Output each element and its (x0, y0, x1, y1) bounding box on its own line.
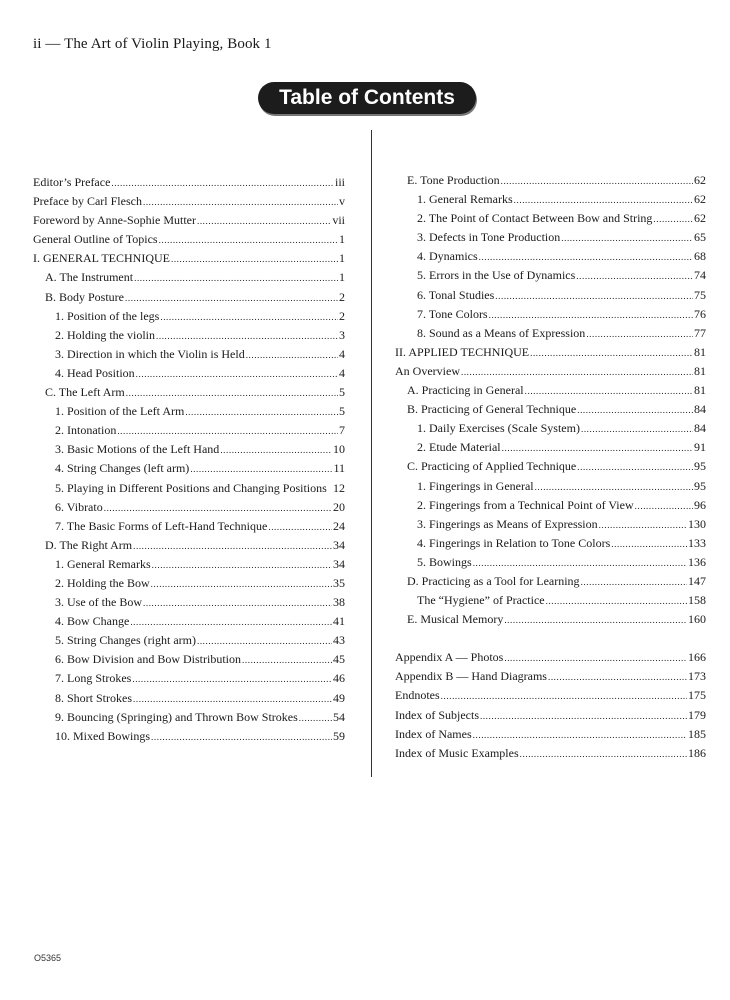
toc-right-column (395, 173, 706, 765)
toc-entry-page: 160 (688, 612, 706, 627)
toc-entry[interactable] (395, 669, 706, 688)
toc-entry-page: 74 (694, 268, 706, 283)
dot-leader (576, 271, 693, 281)
toc-entry-title: Editor’s Preface (33, 175, 111, 189)
toc-entry[interactable] (395, 612, 706, 631)
toc-entry-title: 3. Basic Motions of the Left Hand (55, 442, 220, 457)
toc-entry[interactable] (33, 423, 345, 442)
dot-leader (635, 501, 693, 511)
toc-entry-title: Index of Music Examples (395, 745, 519, 760)
toc-entry-title: 3. Defects in Tone Production (417, 230, 561, 245)
toc-entry-page: 5 (339, 385, 345, 400)
toc-entry-page: 175 (688, 688, 706, 703)
toc-entry[interactable] (33, 328, 345, 347)
toc-entry[interactable] (395, 307, 706, 326)
toc-entry[interactable] (33, 461, 345, 480)
toc-entry[interactable] (395, 383, 706, 402)
toc-entry-title: B. Practicing of General Technique (407, 402, 577, 417)
toc-entry-page: 133 (688, 535, 706, 550)
toc-entry[interactable] (395, 268, 706, 287)
dot-leader (479, 252, 693, 262)
toc-entry[interactable] (395, 459, 706, 478)
toc-entry[interactable] (33, 347, 345, 366)
dot-leader (268, 522, 332, 532)
dot-leader (132, 674, 332, 684)
toc-entry-title: 3. Fingerings as Means of Expression (417, 516, 598, 531)
toc-entry-title: 1. Daily Exercises (Scale System) (417, 421, 580, 436)
toc-entry-page: 1 (339, 232, 345, 247)
toc-entry[interactable] (33, 270, 345, 289)
dot-leader (190, 464, 332, 474)
toc-entry-page: 185 (688, 726, 706, 741)
dot-leader (143, 197, 338, 207)
toc-entry-page: 34 (333, 556, 345, 571)
dot-leader (151, 732, 332, 742)
toc-entry-title: 2. Holding the Bow (55, 575, 150, 590)
toc-entry-title: 2. Fingerings from a Technical Point of View (417, 497, 634, 512)
toc-entry-page: 81 (694, 383, 706, 398)
toc-entry-title: 3. Direction in which the Violin is Held (55, 346, 245, 361)
toc-entry-page: 43 (333, 633, 345, 648)
dot-leader (480, 711, 687, 721)
toc-entry-page: 65 (694, 230, 706, 245)
toc-entry[interactable] (33, 442, 345, 461)
toc-entry-title: 4. Head Position (55, 365, 135, 380)
toc-entry-title: D. Practicing as a Tool for Learning (407, 573, 580, 588)
toc-entry-page: 76 (694, 306, 706, 321)
toc-entry-page: 1 (339, 251, 345, 266)
toc-entry-title: Index of Names (395, 726, 472, 741)
dot-leader (520, 749, 687, 759)
dot-leader (143, 598, 332, 608)
toc-entry-title: 2. Intonation (55, 423, 117, 438)
toc-entry-page: 20 (333, 499, 345, 514)
toc-entry-page: 81 (694, 363, 706, 378)
toc-entry[interactable] (33, 710, 345, 729)
dot-leader (525, 386, 693, 396)
toc-entry-page: 68 (694, 249, 706, 264)
dot-leader (136, 369, 338, 379)
toc-left-column (33, 175, 345, 748)
toc-entry-title: 4. Dynamics (417, 249, 478, 264)
toc-entry[interactable] (395, 345, 706, 364)
toc-entry-title: 4. String Changes (left arm) (55, 461, 190, 476)
toc-entry-title: 1. Fingerings in General (417, 478, 534, 493)
toc-entry[interactable] (33, 385, 345, 404)
toc-entry-title: 1. General Remarks (417, 192, 513, 207)
toc-entry-title: 5. String Changes (right arm) (55, 633, 196, 648)
page-title: Table of Contents (258, 82, 476, 114)
toc-entry[interactable] (33, 614, 345, 633)
toc-entry-title: 5. Playing in Different Positions and Changing Positions (55, 480, 327, 495)
dot-leader (171, 254, 338, 264)
toc-entry-page: 4 (339, 346, 345, 361)
dot-leader (246, 350, 338, 360)
toc-entry-title: 6. Tonal Studies (417, 287, 495, 302)
toc-entry[interactable] (395, 364, 706, 383)
toc-entry-title: 2. Etude Material (417, 440, 501, 455)
toc-entry-page: 45 (333, 652, 345, 667)
dot-leader (160, 312, 338, 322)
dot-leader (581, 424, 693, 434)
toc-entry-page: 5 (339, 404, 345, 419)
toc-entry[interactable] (395, 326, 706, 345)
dot-leader (299, 713, 332, 723)
toc-entry-page: 62 (694, 211, 706, 226)
dot-leader (548, 672, 687, 682)
toc-entry-page: v (339, 194, 345, 209)
dot-leader (104, 503, 332, 513)
toc-entry[interactable] (395, 555, 706, 574)
toc-entry-page: 49 (333, 690, 345, 705)
dot-leader (220, 445, 332, 455)
toc-entry-title: 2. Holding the violin (55, 327, 155, 342)
toc-entry-title: 7. The Basic Forms of Left-Hand Technique (55, 518, 268, 533)
dot-leader (441, 691, 687, 701)
toc-entry-page: 7 (339, 423, 345, 438)
toc-entry-page: 95 (694, 478, 706, 493)
toc-entry-page: 166 (688, 650, 706, 665)
toc-entry-page: 95 (694, 459, 706, 474)
toc-entry[interactable] (33, 633, 345, 652)
toc-entry-page: 179 (688, 707, 706, 722)
dot-leader (530, 348, 693, 358)
toc-entry-title: Foreword by Anne-Sophie Mutter (33, 213, 196, 228)
toc-entry-title: 4. Fingerings in Relation to Tone Colors (417, 535, 611, 550)
toc-entry-title: C. The Left Arm (45, 385, 125, 400)
dot-leader (611, 539, 687, 549)
toc-entry-page: 46 (333, 671, 345, 686)
dot-leader (156, 331, 338, 341)
toc-entry-title: 7. Long Strokes (55, 671, 132, 686)
dot-leader (581, 577, 687, 587)
toc-entry[interactable] (33, 557, 345, 576)
toc-entry-title: 8. Sound as a Means of Expression (417, 325, 586, 340)
column-divider (371, 130, 372, 777)
toc-entry[interactable] (395, 288, 706, 307)
toc-entry-page: 96 (694, 497, 706, 512)
toc-entry-title: Appendix B — Hand Diagrams (395, 669, 547, 684)
toc-entry[interactable] (33, 671, 345, 690)
toc-entry-page: 11 (333, 461, 345, 476)
toc-entry-page: 62 (694, 192, 706, 207)
dot-leader (242, 655, 332, 665)
dot-leader (577, 462, 693, 472)
toc-entry-title: 9. Bouncing (Springing) and Thrown Bow Strokes (55, 709, 298, 724)
toc-entry-page: 91 (694, 440, 706, 455)
toc-entry[interactable] (395, 498, 706, 517)
toc-entry[interactable] (33, 500, 345, 519)
toc-entry-title: 1. Position of the Left Arm (55, 404, 185, 419)
toc-entry-title: 6. Bow Division and Bow Distribution (55, 652, 242, 667)
toc-entry-title: I. GENERAL TECHNIQUE (33, 251, 170, 266)
dot-leader (185, 407, 338, 417)
toc-entry-title: General Outline of Topics (33, 232, 158, 247)
toc-entry-page: 2 (339, 308, 345, 323)
dot-leader (502, 443, 693, 453)
toc-entry-page: 34 (333, 537, 345, 552)
toc-entry-page: 84 (694, 402, 706, 417)
dot-leader (130, 617, 332, 627)
toc-entry-page: 10 (333, 442, 345, 457)
toc-entry[interactable] (395, 536, 706, 555)
toc-entry-page: 62 (694, 173, 706, 187)
toc-entry[interactable] (395, 440, 706, 459)
dot-leader (504, 615, 687, 625)
toc-entry-page: 24 (333, 518, 345, 533)
toc-entry[interactable] (33, 691, 345, 710)
toc-entry-page: 130 (688, 516, 706, 531)
dot-leader (514, 195, 693, 205)
toc-entry-page: 59 (333, 728, 345, 743)
toc-entry-title: D. The Right Arm (45, 537, 133, 552)
toc-entry[interactable] (33, 481, 345, 500)
toc-entry-page: 147 (688, 573, 706, 588)
toc-entry[interactable] (33, 213, 345, 232)
toc-entry-page: 38 (333, 595, 345, 610)
toc-entry-title: 2. The Point of Contact Between Bow and String (417, 211, 653, 226)
toc-entry[interactable] (33, 194, 345, 213)
toc-entry-page: 4 (339, 365, 345, 380)
toc-entry[interactable] (395, 192, 706, 211)
toc-entry[interactable] (395, 479, 706, 498)
toc-entry-title: 4. Bow Change (55, 614, 130, 629)
dot-leader (159, 235, 338, 245)
toc-entry[interactable] (395, 688, 706, 707)
dot-leader (151, 579, 332, 589)
dot-leader (125, 293, 338, 303)
toc-entry-page: 77 (694, 325, 706, 340)
toc-entry-page: 3 (339, 327, 345, 342)
toc-entry[interactable] (395, 230, 706, 249)
dot-leader (134, 273, 338, 283)
toc-entry-page: 173 (688, 669, 706, 684)
toc-entry-page: 54 (333, 709, 345, 724)
toc-entry-page: 2 (339, 289, 345, 304)
toc-entry-title: 5. Bowings (417, 554, 472, 569)
toc-entry-page: 84 (694, 421, 706, 436)
toc-entry[interactable] (33, 290, 345, 309)
dot-leader (197, 216, 331, 226)
toc-entry-title: A. The Instrument (45, 270, 134, 285)
toc-entry[interactable] (33, 576, 345, 595)
dot-leader (117, 426, 338, 436)
toc-entry-title: 3. Use of the Bow (55, 595, 142, 610)
dot-leader (133, 541, 332, 551)
dot-leader (561, 233, 693, 243)
dot-leader (111, 178, 334, 188)
dot-leader (501, 176, 693, 186)
toc-entry-title: 1. General Remarks (55, 556, 151, 571)
dot-leader (197, 636, 332, 646)
toc-spacer (395, 631, 706, 650)
toc-entry-title: B. Body Posture (45, 289, 125, 304)
toc-entry[interactable] (33, 309, 345, 328)
toc-entry-page: 1 (339, 270, 345, 285)
toc-entry[interactable] (395, 593, 706, 612)
toc-entry[interactable] (33, 232, 345, 251)
running-head: ii — The Art of Violin Playing, Book 1 (33, 36, 272, 52)
toc-entry[interactable] (395, 421, 706, 440)
toc-entry[interactable] (33, 595, 345, 614)
dot-leader (535, 482, 693, 492)
dot-leader (489, 310, 693, 320)
toc-entry-page: 41 (333, 614, 345, 629)
toc-entry-title: 5. Errors in the Use of Dynamics (417, 268, 576, 283)
toc-entry[interactable] (33, 175, 345, 194)
toc-entry-title: A. Practicing in General (407, 383, 524, 398)
toc-entry[interactable] (395, 211, 706, 230)
toc-entry-title: 7. Tone Colors (417, 306, 488, 321)
dot-leader (126, 388, 338, 398)
toc-entry-page: iii (334, 175, 345, 189)
toc-entry-page: 136 (688, 554, 706, 569)
toc-entry[interactable] (33, 652, 345, 671)
toc-entry-title: 6. Vibrato (55, 499, 103, 514)
dot-leader (653, 214, 693, 224)
toc-entry[interactable] (395, 727, 706, 746)
dot-leader (461, 367, 693, 377)
dot-leader (133, 694, 332, 704)
dot-leader (473, 558, 687, 568)
toc-entry-page: 186 (688, 745, 706, 760)
dot-leader (495, 291, 693, 301)
toc-entry-title: 1. Position of the legs (55, 308, 160, 323)
toc-entry-title: The “Hygiene” of Practice (417, 593, 545, 608)
toc-entry-page: 81 (694, 344, 706, 359)
toc-entry[interactable] (395, 746, 706, 765)
dot-leader (473, 730, 687, 740)
toc-entry[interactable] (33, 729, 345, 748)
toc-entry[interactable] (33, 366, 345, 385)
dot-leader (586, 329, 693, 339)
toc-entry[interactable] (395, 517, 706, 536)
toc-entry-title: 8. Short Strokes (55, 690, 133, 705)
toc-entry[interactable] (395, 650, 706, 669)
dot-leader (504, 653, 687, 663)
dot-leader (599, 520, 687, 530)
toc-entry[interactable] (395, 173, 706, 192)
toc-entry[interactable] (395, 249, 706, 268)
toc-entry[interactable] (33, 404, 345, 423)
toc-entry[interactable] (33, 251, 345, 270)
toc-entry[interactable] (395, 574, 706, 593)
page-code: O5365 (34, 953, 62, 963)
toc-entry-title: E. Musical Memory (407, 612, 504, 627)
toc-entry-title: An Overview (395, 363, 460, 378)
toc-entry-page: 158 (688, 593, 706, 608)
toc-entry-title: Endnotes (395, 688, 440, 703)
toc-entry[interactable] (395, 402, 706, 421)
dot-leader (577, 405, 693, 415)
toc-entry-title: E. Tone Production (407, 173, 500, 187)
dot-leader (546, 596, 687, 606)
toc-entry-title: Index of Subjects (395, 707, 479, 722)
toc-entry-page: vii (332, 213, 345, 228)
toc-entry-title: Appendix A — Photos (395, 650, 504, 665)
toc-entry-page: 75 (694, 287, 706, 302)
toc-entry[interactable] (395, 708, 706, 727)
toc-entry-page: 12 (333, 480, 345, 495)
toc-entry-title: C. Practicing of Applied Technique (407, 459, 577, 474)
toc-entry-page: 35 (333, 575, 345, 590)
toc-entry[interactable] (33, 519, 345, 538)
toc-entry-title: 10. Mixed Bowings (55, 728, 151, 743)
dot-leader (152, 560, 332, 570)
toc-entry-title: Preface by Carl Flesch (33, 194, 142, 209)
toc-entry[interactable] (33, 538, 345, 557)
toc-entry-title: II. APPLIED TECHNIQUE (395, 344, 530, 359)
